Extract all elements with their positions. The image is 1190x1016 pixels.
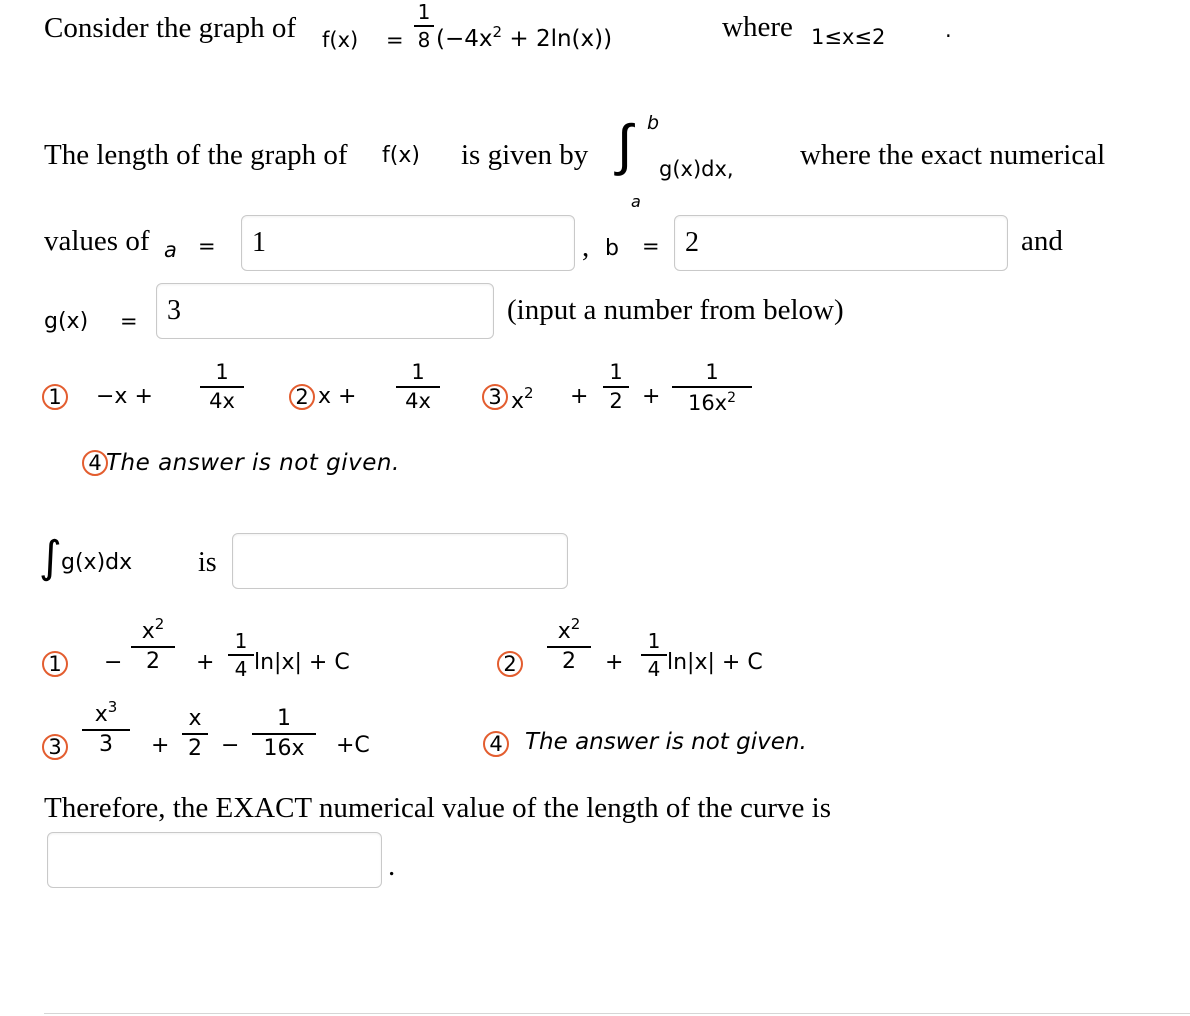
trailing-dot: ·: [945, 24, 952, 48]
equals-sign: =: [386, 28, 404, 52]
equals-sign-a: =: [198, 234, 216, 258]
option-1-marker: 1: [42, 384, 68, 410]
int-option-2-marker: 2: [497, 651, 523, 677]
integrand: g(x)dx,: [659, 157, 734, 181]
and-text: and: [1021, 225, 1063, 257]
intro-text: Consider the graph of: [44, 12, 297, 44]
length-answer-input[interactable]: [47, 832, 382, 888]
gx-value-input[interactable]: [156, 283, 494, 339]
function-expression: $(-4x^2 + 2\ln(x))$: [436, 23, 613, 52]
fx-label: f(x): [322, 28, 359, 52]
int-option-2-fraction-1: $x^2$ 2: [547, 617, 591, 673]
integral-answer-input[interactable]: [232, 533, 568, 589]
int-option-3-tail: +C: [336, 733, 370, 758]
hint-text: (input a number from below): [507, 294, 844, 326]
fraction-one-eighth: 1 8: [414, 2, 434, 50]
g-option-3-fraction-1: 1 2: [603, 362, 629, 412]
domain-inequality: 1≤x≤2: [811, 25, 886, 49]
g-option-3-lead: $x^2$: [511, 384, 534, 414]
g-option-4-text: The answer is not given.: [106, 450, 400, 476]
g-option-3-plus-2: +: [642, 384, 661, 409]
g-option-1-fraction: 1 4x: [200, 362, 244, 412]
integral-integrand: g(x)dx: [61, 550, 133, 575]
int-option-3-fraction-2: x 2: [182, 708, 208, 760]
int-option-2-fraction-2: 1 4: [641, 631, 667, 679]
b-value-input[interactable]: [674, 215, 1008, 271]
g-option-2-lead: x +: [318, 384, 357, 409]
final-question-text: Therefore, the EXACT numerical value of the length of the curve is: [44, 792, 832, 824]
int-option-1-fraction-2: 1 4: [228, 631, 254, 679]
values-of-text: values of: [44, 225, 150, 257]
equals-sign-b: =: [642, 234, 660, 258]
int-option-2-plus: +: [605, 650, 624, 675]
upper-limit-b: b: [647, 112, 660, 134]
final-period: .: [388, 850, 396, 882]
g-option-3-fraction-2: 1 $16x^2$: [672, 362, 752, 414]
lower-limit-a: a: [631, 192, 641, 211]
int-option-1-fraction-1: $x^2$ 2: [131, 617, 175, 673]
is-text: is: [198, 547, 217, 578]
int-option-1-minus: −: [104, 650, 123, 675]
g-option-1-lead: −x +: [96, 384, 153, 409]
int-option-2-tail: ln|x| + C: [667, 650, 763, 675]
int-option-3-fraction-1: $x^3$ 3: [82, 700, 130, 756]
a-value-input[interactable]: [241, 215, 575, 271]
int-option-3-plus: +: [151, 733, 170, 758]
int-option-3-marker: 3: [42, 734, 68, 760]
int-option-3-fraction-3: 1 16x: [252, 708, 316, 760]
comma: ,: [582, 231, 590, 263]
where-exact-text: where the exact numerical: [800, 139, 1106, 171]
int-option-1-marker: 1: [42, 651, 68, 677]
int-option-4-text: The answer is not given.: [525, 729, 807, 755]
int-option-3-minus: −: [221, 733, 240, 758]
fx-label-2: f(x): [382, 143, 420, 168]
given-by-text: is given by: [461, 139, 589, 171]
option-4-marker: 4: [82, 450, 108, 476]
a-label: a: [164, 238, 177, 262]
bottom-divider: [44, 1013, 1190, 1014]
int-option-1-plus: +: [196, 650, 215, 675]
g-option-3-plus-1: +: [570, 384, 589, 409]
b-label: b: [605, 236, 619, 261]
where-text: where: [722, 11, 793, 43]
option-3-marker: 3: [482, 384, 508, 410]
length-text: The length of the graph of: [44, 139, 348, 171]
option-2-marker: 2: [289, 384, 315, 410]
integral-sign: ∫: [617, 113, 633, 178]
integral-sign-2: ∫: [39, 532, 62, 583]
int-option-4-marker: 4: [483, 731, 509, 757]
equals-sign-g: =: [120, 309, 138, 333]
int-option-1-tail: ln|x| + C: [254, 650, 350, 675]
gx-label: g(x): [44, 309, 89, 334]
g-option-2-fraction: 1 4x: [396, 362, 440, 412]
